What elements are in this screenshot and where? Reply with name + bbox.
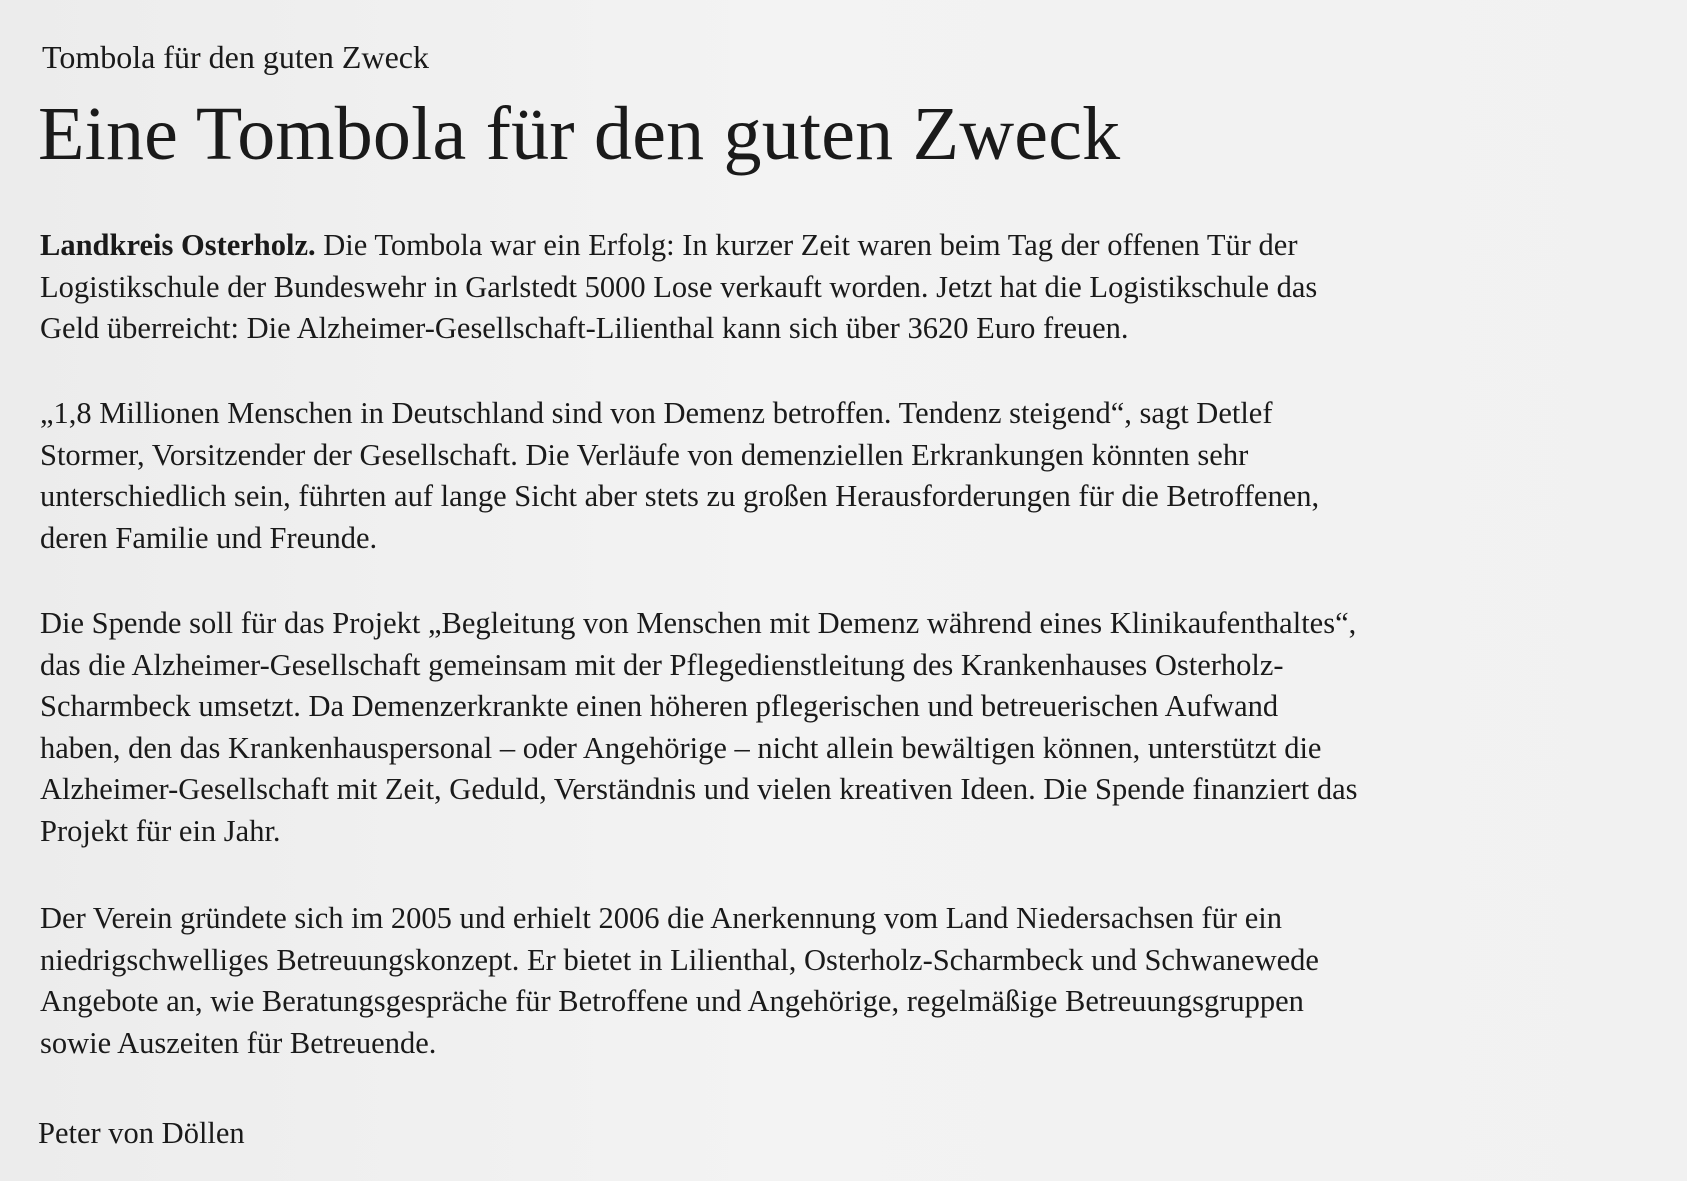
- paragraph-2-line: „1,8 Millionen Menschen in Deutschland sind von Demenz betroffen. Tendenz steigend“, sagt Detlef: [40, 396, 1273, 430]
- paragraph-2-line: Stormer, Vorsitzender der Gesellschaft. Die Verläufe von demenziellen Erkrankungen könnten sehr: [40, 437, 1249, 472]
- paragraph-3: [40, 603, 1660, 852]
- paragraph-3-line: das die Alzheimer-Gesellschaft gemeinsam mit der Pflegedienstleitung des Krankenhauses Osterholz-: [40, 647, 1284, 682]
- article-author: Peter von Döllen: [38, 1116, 245, 1150]
- paragraph-4: [40, 898, 1660, 1064]
- paragraph-4-line: Der Verein gründete sich im 2005 und erhielt 2006 die Anerkennung vom Land Niedersachsen für ein: [40, 901, 1282, 935]
- paragraph-1-line-1: [40, 225, 1660, 267]
- paragraph-1-line-3: Geld überreicht: Die Alzheimer-Gesellschaft-Lilienthal kann sich über 3620 Euro freuen.: [40, 311, 1129, 345]
- paragraph-4-line: sowie Auszeiten für Betreuende.: [40, 1025, 437, 1060]
- paragraph-2: [40, 393, 1660, 559]
- paragraph-1: [40, 225, 1660, 350]
- paragraph-3-line: Scharmbeck umsetzt. Da Demenzerkrankte einen höheren pflegerischen und betreuerischen Aufwand: [40, 689, 1279, 723]
- paragraph-1-line-2: Logistikschule der Bundeswehr in Garlstedt 5000 Lose verkauft worden. Jetzt hat die Logistikschule das: [40, 269, 1318, 304]
- paragraph-3-line: Projekt für ein Jahr.: [40, 813, 281, 848]
- dateline: Landkreis Osterholz.: [40, 228, 316, 262]
- article-kicker: Tombola für den guten Zweck: [42, 39, 429, 75]
- paragraph-3-line: Die Spende soll für das Projekt „Begleitung von Menschen mit Demenz während eines Klinikaufenthaltes“,: [40, 606, 1357, 640]
- paragraph-2-line: deren Familie und Freunde.: [40, 520, 378, 555]
- paragraph-4-line: niedrigschwelliges Betreuungskonzept. Er bietet in Lilienthal, Osterholz-Scharmbeck und Schwanewede: [40, 942, 1319, 977]
- paragraph-2-line: unterschiedlich sein, führten auf lange Sicht aber stets zu großen Herausforderungen für die Betroffenen,: [40, 479, 1320, 513]
- paragraph-3-line: haben, den das Krankenhauspersonal – oder Angehörige – nicht allein bewältigen können, unterstützt die: [40, 730, 1322, 765]
- paragraph-4-line: Angebote an, wie Beratungsgespräche für Betroffene und Angehörige, regelmäßige Betreuungsgruppen: [40, 984, 1304, 1018]
- paragraph-1-line-1-text: Die Tombola war ein Erfolg: In kurzer Zeit waren beim Tag der offenen Tür der: [315, 228, 1298, 262]
- paragraph-3-line: Alzheimer-Gesellschaft mit Zeit, Geduld, Verständnis und vielen kreativen Ideen. Die Spende finanziert das: [40, 772, 1358, 806]
- article-headline: Eine Tombola für den guten Zweck: [38, 92, 1121, 176]
